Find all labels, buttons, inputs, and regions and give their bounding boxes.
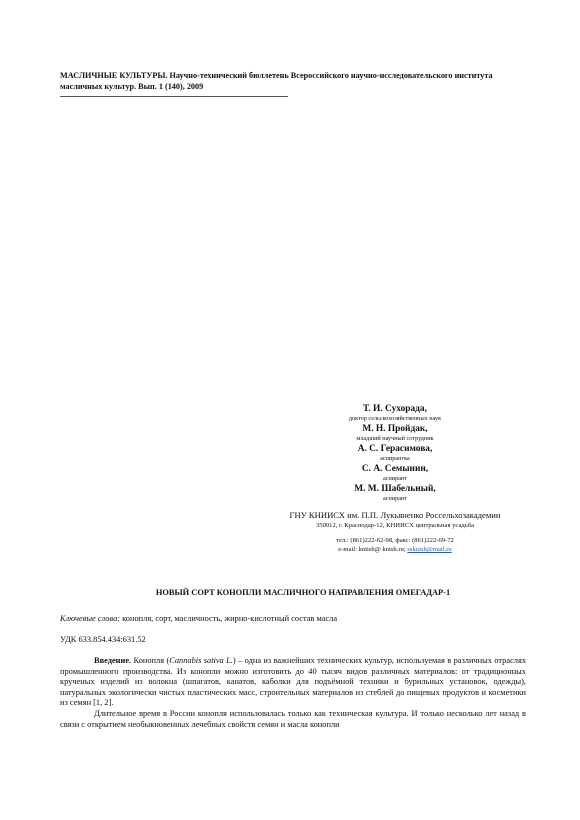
phone-fax: тел.: (861)222-62-98, факс: (861)222-69-72 [336, 537, 454, 544]
intro-label: Введение. [94, 656, 132, 665]
institution-name: ГНУ КНИИСХ им. П.П. Лукьяненко Россельхозакадемии [289, 510, 501, 520]
email-line [270, 545, 520, 554]
author-name: А. С. Герасимова, [357, 444, 433, 454]
paragraph-intro [60, 656, 526, 709]
email-prefix: e-mail: kniish@ knish.ru; [338, 546, 406, 553]
latin-name: Cannabis sativa L. [169, 656, 233, 665]
paragraph-second: Длительное время в России конопля использовалась только как техническая культура. И только несколько лет назад в связи с открытием необыкновенных лечебных свойств семян и масла конопли [60, 708, 526, 729]
contacts-block [270, 536, 520, 554]
udk-code: УДК 633.854.434:631.52 [60, 635, 146, 644]
email-link[interactable]: ssknish@mail.ru [407, 546, 452, 553]
author-list [270, 403, 520, 503]
author-name: Т. И. Сухорада, [363, 404, 427, 414]
article-body [60, 656, 526, 730]
author-role: аспирантка [380, 455, 410, 462]
paragraph-text: Конопля ( [133, 656, 170, 665]
institution-block [270, 510, 520, 530]
author-role: младший научный сотрудник [356, 435, 434, 442]
keywords-label: Ключевые слова: [60, 614, 121, 623]
author-role: аспирант [383, 495, 407, 502]
author-role: аспирант [383, 475, 407, 482]
journal-header: МАСЛИЧНЫЕ КУЛЬТУРЫ. Научно-технический бюллетень Всероссийского научно-исследовательского института масличных культур. Вып. 1 (140), 2009 [60, 71, 493, 91]
header-divider [60, 96, 288, 97]
paragraph-text: ) – одна из важнейших технических культур, используемая в различных отраслях промышленного производства. Из конопли можно изготовить до 40 тысяч видов различных материалов: от традиционных крученых изделий из волокна (шпагатов, канатов, каболки для подъёмной техники и бурильных установок, одежды), натуральных экологически чистых пластических масс, строительных материалов из стеблей до пищевых продуктов и косметики из семян [1, 2]. [60, 656, 527, 708]
keywords-line [60, 613, 530, 624]
keywords-text: конопля, сорт, масличность, жирно-кислотный состав масла [122, 614, 338, 623]
author-name: М. Н. Пройдак, [362, 424, 428, 434]
author-name: С. А. Семынин, [361, 464, 429, 474]
institution-address: 350012, г. Краснодар-12, КНИИСХ центральная усадьба [315, 522, 475, 529]
author-name: М. М. Шабельный, [354, 484, 436, 494]
author-role: доктор сельскохозяйственных наук [348, 415, 442, 422]
article-title: НОВЫЙ СОРТ КОНОПЛИ МАСЛИЧНОГО НАПРАВЛЕНИЯ ОМЕГАДАР-1 [155, 588, 451, 597]
